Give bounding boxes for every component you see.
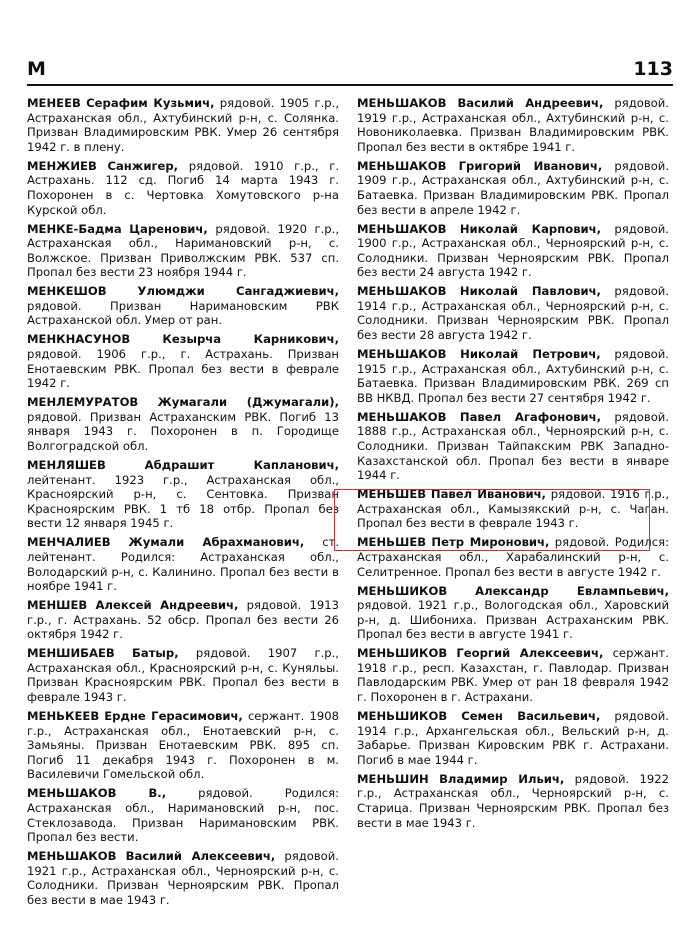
entry-surname: МЕНШИБАЕВ <box>27 646 115 661</box>
entry-surname: МЕНЧАЛИЕВ <box>27 535 111 550</box>
entry-text: рядовой. Родился: Астраханская обл., Наримановский р-н, пос. Стеклозавода. Призван Наримановским РВК. Пропал без вести. <box>27 786 340 845</box>
entry-text: лейтенант. 1923 г.р., Астраханская обл., Красноярский р-н, с. Сентовка. Призван Красноярским РВК. 1 тб 18 отбр. Пропал без вести 12 января 1945 г. <box>27 472 339 531</box>
entry-surname: МЕНЬШАКОВ <box>27 849 117 864</box>
entry-surname: МЕНЕЕВ <box>27 96 81 110</box>
entry-text: рядовой. 1921 г.р., Вологодская обл., Харовский р-н, д. Шибониха. Призван Астраханским РВК. Пропал без вести в августе 1941 г. <box>357 598 669 642</box>
entry-given-name: Жумали Абрахманович, <box>128 535 305 550</box>
entry <box>357 96 669 154</box>
entry-given-name: Абдрашит Капланович, <box>144 458 339 472</box>
entry <box>27 646 339 704</box>
entry <box>27 159 339 217</box>
entry-given-name: Улюмджи Сангаджиевич, <box>137 284 339 299</box>
entry <box>27 222 339 280</box>
entry-text: рядовой. 1920 г.р., Астраханская обл., Наримановский р-н, с. Волжское. Призван Приволжским РВК. 537 сп. Пропал без вести 23 ноября 1944 г. <box>27 221 340 280</box>
header-rule <box>27 84 673 86</box>
entry-surname: МЕНЖИЕВ <box>27 158 97 173</box>
entry-surname: МЕНЬШАКОВ <box>357 221 447 236</box>
entry-given-name: Жумагали (Джумагали), <box>157 395 339 410</box>
entry-text: рядовой. 1922 г.р., Астраханская обл., Черноярский р-н, с. Старица. Призван Черноярским РВК. Пропал без вести в мае 1943 г. <box>357 771 670 830</box>
entry-given-name: Ердне Герасимович, <box>104 709 243 724</box>
entry-text: рядовой. Призван Астраханским РВК. Погиб 13 января 1943 г. Похоронен в п. Городище Волгоградской обл. <box>27 409 339 454</box>
entry-text: рядовой. 1913 г.р., г. Астрахань. 52 обср. Пропал без вести 26 октября 1942 г. <box>27 598 340 642</box>
entry-given-name: Семен Васильевич, <box>461 709 601 724</box>
left-column <box>27 96 339 912</box>
entry <box>27 535 339 593</box>
entry-text: рядовой. 1914 г.р., Архангельская обл., Вельский р-н, д. Забарье. Призван Кировским РВК г. Астрахани. Погиб в мае 1944 г. <box>357 709 669 767</box>
entry <box>357 410 669 483</box>
entry-surname: МЕНКЕШОВ <box>27 284 107 299</box>
entry <box>27 458 339 531</box>
entry-given-name: Серафим Кузьмич, <box>86 96 215 110</box>
entry <box>27 598 339 642</box>
entry <box>27 849 339 907</box>
entry-text: рядовой. 1905 г.р., Астраханская обл., Ахтубинский р-н, с. Солянка. Призван Владимировским РВК. Умер 26 сентября 1942 г. в плену. <box>27 96 340 154</box>
entry-surname: МЕНКНАСУНОВ <box>27 332 131 347</box>
entry-surname: МЕНЬШИКОВ <box>357 709 448 724</box>
entry-surname: МЕНЬШИН <box>357 771 429 786</box>
entry-text: рядовой. 1914 г.р., Астраханская обл., Черноярский р-н, с. Солодники. Призван Черноярским РВК. Пропал без вести 28 августа 1942 г. <box>357 284 670 343</box>
entry-given-name: Николай Карпович, <box>459 221 602 236</box>
entry-given-name: Кезырча Карникович, <box>162 332 339 347</box>
entry-given-name: Георгий Алексеевич, <box>456 646 604 661</box>
entry-given-name: Павел Иванович, <box>430 487 546 502</box>
entry <box>27 786 339 844</box>
entry-text: рядовой. 1919 г.р., Астраханская обл., Ахтубинский р-н, с. Новониколаевка. Призван Владимировским РВК. Пропал без вести в октябре 1941 г. <box>357 96 669 154</box>
entry-surname: МЕНЬШАКОВ <box>357 409 447 424</box>
entry <box>27 284 339 328</box>
entry <box>357 284 669 342</box>
entry-text: рядовой. 1910 г.р., г. Астрахань. 112 сд. Погиб 14 марта 1943 г. Похоронен в с. Чертовка Хомутовского р-на Курской обл. <box>27 158 340 217</box>
entry <box>357 709 669 767</box>
entry-text: ст. лейтенант. Родился: Астраханская обл., Володарский р-н, с. Калинино. Пропал без вести в ноябре 1941 г. <box>27 535 340 594</box>
entry <box>27 395 339 453</box>
entry-surname: МЕНЬШЕВ <box>357 487 427 502</box>
entry-text: рядовой. 1900 г.р., Астраханская обл., Черноярский р-н, с. Солодники. Призван Черноярским РВК. Пропал без вести 24 августа 1942 г. <box>357 221 669 280</box>
entry-given-name: Николай Петрович, <box>460 347 601 362</box>
entry-given-name: Василий Алексеевич, <box>125 849 276 864</box>
entry-text: рядовой. 1888 г.р., Астраханская обл., Черноярский р-н, с. Солодники. Призван Тайпакским РВК Западно-Казахстанской обл. Пропал без вести в январе 1944 г. <box>357 409 670 483</box>
entry-given-name: Николай Павлович, <box>459 284 601 299</box>
entry <box>357 222 669 280</box>
entry <box>27 709 339 782</box>
entry-text: рядовой. 1916 г.р., Астраханская обл., Камызякский р-н, с. Чаган. Пропал без вести в феврале 1943 г. <box>357 487 670 531</box>
entry-surname: МЕНЬШАКОВ <box>27 786 117 801</box>
entry-given-name: Александр Евлампьевич, <box>475 583 669 598</box>
right-column <box>357 96 669 835</box>
entry-given-name: Алексей Андреевич, <box>95 598 239 613</box>
entry-text: рядовой. 1906 г.р., г. Астрахань. Призван Енотаевским РВК. Пропал без вести в феврале 1942 г. <box>27 347 339 391</box>
entry-surname: МЕНЬШИКОВ <box>357 583 448 598</box>
entry-surname: МЕНЬШАКОВ <box>357 96 447 110</box>
entry-given-name: Павел Агафонович, <box>459 409 601 424</box>
entry-given-name: Батыр, <box>132 646 179 661</box>
entry-text: рядовой. Призван Наримановским РВК Астраханской обл. Умер от ран. <box>27 298 339 328</box>
entry-text: сержант. 1908 г.р., Астраханская обл., Енотаевский р-н, с. Замьяны. Призван Енотаевским РВК. 895 сп. Погиб 11 декабря 1943 г. Похоронен в м. Василевичи Гомельской обл. <box>27 709 339 782</box>
entry-surname: МЕНЬШИКОВ <box>357 646 448 661</box>
section-letter: М <box>27 58 46 80</box>
entry-text: рядовой. 1915 г.р., Астраханская обл., Ахтубинский р-н, с. Батаевка. Призван Владимировским РВК. 269 сп ВВ НКВД. Пропал без вести 27 сентября 1942 г. <box>357 347 669 405</box>
entry-given-name: Царенович, <box>129 221 208 236</box>
entry-surname: МЕНЬКЕЕВ <box>27 709 100 724</box>
entry-text: рядовой. 1907 г.р., Астраханская обл., Красноярский р-н, с. Куняльы. Призван Красноярским РВК. Пропал без вести в феврале 1943 г. <box>27 646 339 705</box>
entry-surname: МЕНЬШАКОВ <box>357 158 447 173</box>
entry-given-name: В., <box>148 786 167 801</box>
entry-text: рядовой. 1909 г.р., Астраханская обл., Ахтубинский р-н, с. Батаевка. Призван Владимировским РВК. Пропал без вести в апреле 1942 г. <box>357 158 670 217</box>
entry-surname: МЕНЛЯШЕВ <box>27 458 106 472</box>
entry <box>357 535 669 579</box>
page-header <box>27 58 673 84</box>
entry <box>357 347 669 405</box>
entry-given-name: Василий Андреевич, <box>457 96 604 110</box>
entry <box>357 646 669 704</box>
entry-surname: МЕНШЕВ <box>27 598 88 613</box>
entry <box>357 159 669 217</box>
entry-surname: МЕНЛЕМУРАТОВ <box>27 395 139 410</box>
entry <box>27 96 339 154</box>
entry <box>357 772 669 830</box>
entry-text: рядовой. 1921 г.р., Астраханская обл., Черноярский р-н, с. Солодники. Призван Черноярским РВК. Пропал без вести в мае 1943 г. <box>27 849 339 907</box>
entry-given-name: Санжигер, <box>107 158 179 173</box>
entry <box>27 332 339 390</box>
entry-surname: МЕНЬШЕВ <box>357 535 427 550</box>
entry-text: рядовой. Родился: Астраханская обл., Харабалинский р-н, с. Селитренное. Пропал без вести в августе 1942 г. <box>357 535 669 579</box>
entry-surname: МЕНЬШАКОВ <box>357 284 447 299</box>
entry-given-name: Петр Миронович, <box>431 535 550 550</box>
entry <box>357 487 669 531</box>
entry-surname: МЕНКЕ-Бадма <box>27 221 122 236</box>
page-number: 113 <box>633 58 673 80</box>
entry-given-name: Владимир Ильич, <box>439 771 565 786</box>
entry <box>357 584 669 642</box>
entry-surname: МЕНЬШАКОВ <box>357 347 447 362</box>
entry-text: сержант. 1918 г.р., респ. Казахстан, г. Павлодар. Призван Павлодарским РВК. Умер от ран 18 февраля 1942 г. Похоронен в г. Астрахани. <box>357 646 669 705</box>
entry-given-name: Григорий Иванович, <box>458 158 603 173</box>
